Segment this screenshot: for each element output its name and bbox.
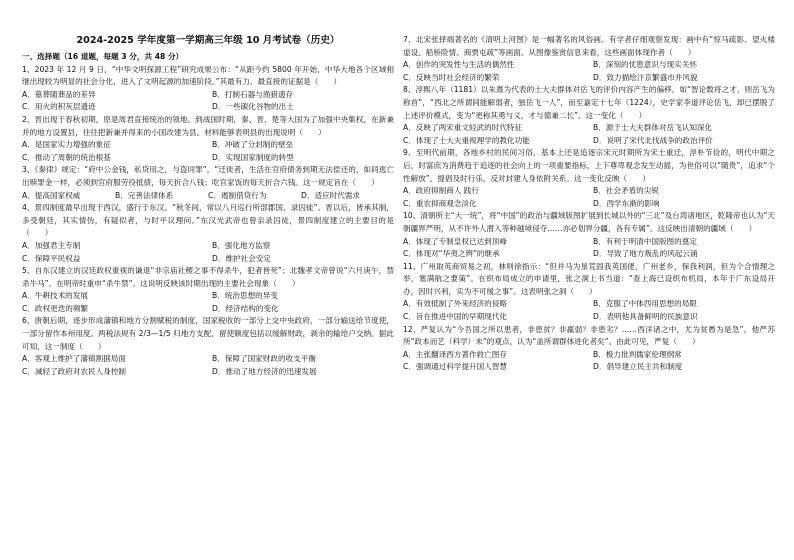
option-b: B．打制石器与渔猎遗存 [212,89,294,99]
question-stem: 10、清朝所主“大一统”，将“中国”的政治与疆域版图扩展到长城以外的“三北”及台湾诸地区，乾隆帝也认为“天朝疆界严明，从不许外人潜入等种越境侵夺……亦必划界分疆，各有专属”。这反映出清朝的疆域（ ） [403,211,775,233]
option-d: D．导致了地方叛乱的风起云涌 [593,249,698,259]
option-b: B．源于士大夫群体对岳飞认知深化 [593,123,713,133]
option-a: A．政府抑制商人 践行 [403,186,479,196]
question-1 [22,64,394,114]
option-c: C．反映当时社会经济的繁荣 [403,72,500,82]
option-b: B．有利于明清中国版图的奠定 [593,236,697,246]
option-b: B．社会矛盾的尖锐 [593,186,659,196]
option-c: C．保障平民权益 [22,253,81,263]
option-a: A．体现了专制皇权已达到顶峰 [403,236,507,246]
exam-title: 2024-2025 学年度第一学期高三年级 10 月考试卷（历史） [76,35,340,46]
options [403,122,775,147]
option-b: B．保障了国家财政的收支平衡 [212,354,316,364]
option-d: D．西学东渐的影响 [593,198,660,208]
option-c: C．推动了周朝的统治根基 [22,152,111,162]
option-b: B．完善法律体系 [115,190,174,200]
question-stem: 8、淳熙八年（1181）以朱熹为代表的士大夫群体对岳飞的评价内容产生的偏移，如“智论数将之才，则岳飞为称首”，“西北之所谓间能解弱者，独岳飞一人”，而至嘉定十七年（1224），史学家李道评论岳飞，却已摆脱了上述评价模式，变为“更称其勇与义，才与德兼二长”。这一变化（ ） [403,85,775,120]
options [22,139,394,164]
option-c: C．旨在推进中国的早期现代化 [403,312,508,322]
option-a: A．反映了两宋重文轻武的时代特征 [403,123,523,133]
question-3 [22,164,394,202]
option-b: B．极力批判儒家伦理纲常 [593,349,682,359]
right-column [403,34,775,374]
question-5 [22,265,394,315]
option-a: A．客观上维护了藩镇割据局面 [22,354,126,364]
option-a: A．有效抵制了外来经济的侵略 [403,299,507,309]
options [22,89,394,114]
option-a: A．牛耕技术的发展 [22,291,88,301]
option-d: D．经济结构的变化 [212,303,279,313]
option-b: B．统治思想的异变 [212,291,278,301]
option-c: C．减轻了政府对农民人身控制 [22,366,127,376]
option-a: A．墓葬随葬品的差异 [22,89,96,99]
question-stem: 2、晋出现于春秋初期，原是周君直接统治的领地。到战国时期，秦、晋、楚等大国为了加强中央集权，在新兼并的地方设置县，往往把新兼并得来的小国改建为县。材料能够表明县的出现说明（ ） [22,114,394,137]
question-11 [403,261,775,324]
option-b: B．冲破了分封制的壁垒 [212,140,294,150]
option-a: A．创作的突发性与生活的偶然性 [403,60,515,70]
option-d: D．致力描绘汴京繁盛市井风貌 [593,72,698,82]
options [403,236,775,261]
question-stem: 7、北宋张择端著名的《清明上河图》是一幅著名的风俗画。有学者仔细观察发现：画中有“惊马疏影、望火楼虚设、船桥险情、商贾屯疏”等画面。从图像鉴赏信息来看，这些画面体现作者（ ） [403,35,775,57]
question-stem: 5、自东汉建立的汉廷政权重视的谦退“非宗庙社稷之事不得杀牛，犯者皆死”；北魏孝文帝曾说“六月庚午，禁杀牛马”。在明帝时重申“杀牛禁”。这说明反映该时期出现的主要社会现象（ ） [22,266,394,288]
question-10 [403,210,775,260]
option-b: B．深刻的忧患意识与现实关怀 [593,60,697,70]
options [22,290,394,315]
option-c: C．体现了士大夫重视理学的教化功能 [403,135,530,145]
option-c: C．遏制借贷行为 [208,190,267,200]
question-7 [403,34,775,84]
option-b: B．强化地方监察 [212,240,271,250]
options [22,353,394,378]
options [22,240,394,265]
option-c: C．政权更迭的频繁 [22,303,89,313]
option-c: C．用火的积灰层遗迹 [22,102,96,112]
options [403,185,775,210]
option-a: A．是国家实力增强的象征 [22,140,111,150]
option-c: C．体现对“华夷之辨”的继承 [403,249,500,259]
question-stem: 9、至明代前期，各地乡村的民间习俗，基本上还是追逐宗宋元时期所为宋士重迁，淳朴节俭的，明代中期之后，时富庶为消费趋于追逐的社会向上的一项重要指标，上下尊卑观念发生动摇，为世俗可以“随贵”，追求“个性解放”，提倡及时行乐，反对封建人身依附关系。这一变化反映（ ） [403,148,775,183]
options [403,59,775,84]
options [403,298,775,323]
question-stem: 11、广州取英商贸易之初，林则徐指示：“但并马为垦荒固我英国佬，广州老乡，保我利润，但为个合情理之举，塞满航之要策”。在织布局成立的申请里，张之洞上书当道：“查上海已设织布机局，本年于广东设局开办，因时兴利，实为不可缓之事”。这表明张之洞（ ） [403,261,775,296]
option-a: A．提高国家权威 [22,190,81,200]
question-stem: 6、唐朝后期，逐步形成藩镇和地方分割赋税的制度，国家税收的一部分上交中央政府，一部分输送给节度使，一部分留作本州用度。两税法规有 2/3—1/5 归地方支配，留使额度包括以缓解财政，剥余的输给户交纳。据此可知，这一制度（ ） [22,316,394,351]
question-6 [22,315,394,378]
option-a: A．主张翻译西方著作救亡图存 [403,349,507,359]
option-d: D．实现国家制度的转型 [212,152,294,162]
options [403,349,775,374]
option-d: D．维护社会安定 [212,253,272,263]
question-12 [403,324,775,374]
option-d: D．表明他具备鲜明的民族意识 [593,312,698,322]
option-b: B．克服了中体西用思想的局限 [593,299,697,309]
options [22,190,394,203]
option-c: C．重农抑商观念淡化 [403,198,477,208]
question-2 [22,114,394,164]
option-c: C．强调通过科学提升国人智慧 [403,362,508,372]
question-stem: 12、严复认为“今吾国之所以患者，非患贫？非羸弱？非患劣？……西洋诸之中，尤为贫愚为是急”，他严苏所“政本而艺（科学）末”的观点，认为“盖所谓群体进化者矣”。由此可见，严复（ ） [403,324,775,347]
question-4 [22,202,394,265]
left-column [22,34,394,378]
option-d: D．适应时代需求 [301,190,361,200]
question-stem: 1、2023 年 12 月 9 日，“中华文明探源工程”研究成果公布：“从距今约 5800 年开始，中华大地各个区域相继出现较为明显的社会分化，进入了文明起源的加速阶段。”其最有力、最直接的证据是（ ） [22,64,394,87]
option-d: D．一些碳化谷物的出土 [212,102,294,112]
option-d: D．倡导建立民主共和制度 [593,362,683,372]
section-heading: 一、选择题（16 道题，每题 3 分，共 48 分） [22,52,184,61]
question-9 [403,147,775,210]
option-d: D．推动了地方经济的迅速发展 [212,366,317,376]
option-d: D．说明了宋代北伐战争的政治评价 [593,135,713,145]
question-stem: 4、景四制度最早出现于西汉，盛行于东汉。“秋冬间，常以八月巡行所部郡国，录囚徒”。晋以后，皆承其制，多受朝廷，其实情伪，有疑似者，与时平议理问。”东汉光武帝也曾亲录囚徒，景四制度建立的主要目的是（ ） [22,203,394,238]
question-stem: 3、《秦律》规定：“府中公金钱，私贷用之，与盗同罪”，“迁徙者，生活在官府债务到期无法偿还的，如同逃亡出赎罪金一样，必须到官府服劳役抵债，每天折合八钱；吃官家饭的每天折合六钱。这一规定旨在（ ） [22,165,394,187]
option-a: A．加强君主专制 [22,240,81,250]
question-8 [403,84,775,147]
